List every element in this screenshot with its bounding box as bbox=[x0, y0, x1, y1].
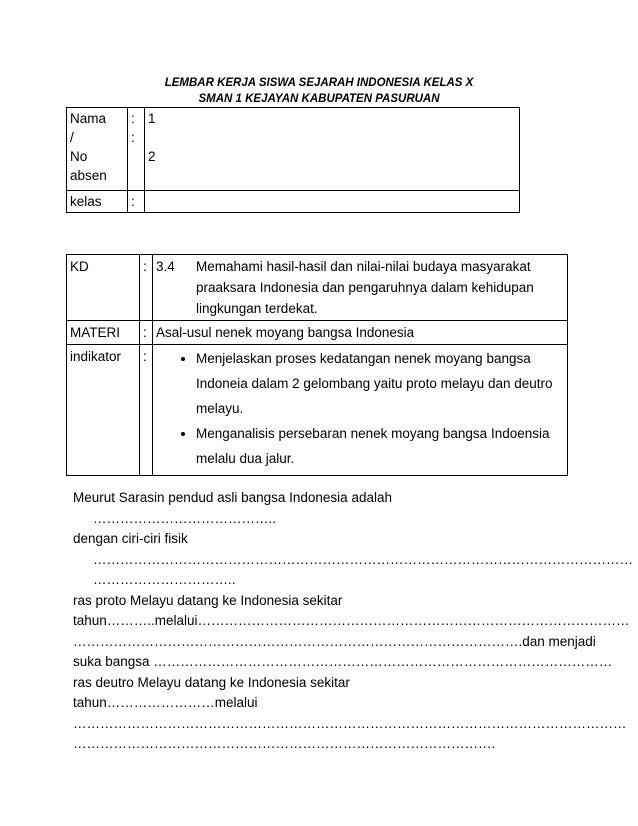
materi-row bbox=[67, 321, 568, 345]
worksheet-title: LEMBAR KERJA SISWA SEJARAH INDONESIA KELAS X bbox=[164, 77, 474, 89]
kd-colon: : bbox=[140, 255, 153, 321]
name-value-cell[interactable] bbox=[145, 108, 520, 191]
class-value-cell[interactable] bbox=[145, 191, 520, 213]
indikator-row bbox=[67, 345, 568, 476]
kd-row bbox=[67, 255, 568, 321]
answer-blank[interactable]: ………………………………….. bbox=[93, 510, 277, 526]
answer-blank[interactable]: …………………………………………………………………………………………………………… bbox=[73, 715, 627, 731]
indikator-colon: : bbox=[140, 345, 153, 476]
question-line[interactable]: tahun……………………melalui bbox=[73, 695, 258, 710]
kd-number: 3.4 bbox=[156, 259, 175, 274]
name-colon-cell bbox=[128, 108, 145, 191]
name-label-1: Nama bbox=[70, 111, 107, 126]
question-line: dengan ciri-ciri fisik bbox=[73, 531, 188, 546]
indikator-content bbox=[153, 345, 568, 476]
kd-text: Memahami hasil-hasil dan nilai-nilai budaya masyarakat praaksara Indonesia dan pengaruhnya dalam kehidupan lingkungan terdekat. bbox=[196, 259, 534, 316]
identity-row bbox=[67, 108, 520, 191]
materi-label: MATERI bbox=[67, 321, 140, 345]
question-line[interactable]: ……………………………………………………………………………………….dan menjadi bbox=[73, 633, 596, 649]
name-value-2: 2 bbox=[148, 149, 156, 164]
answer-blank[interactable]: ………………………………………………………………………………………………………… bbox=[93, 551, 633, 567]
materi-colon: : bbox=[140, 321, 153, 345]
question-line[interactable]: suka bangsa ………………………………………………………………………………………… bbox=[73, 654, 613, 669]
school-name: SMAN 1 KEJAYAN KABUPATEN PASURUAN bbox=[198, 93, 440, 105]
indikator-label: indikator bbox=[67, 345, 140, 476]
question-line: ras proto Melayu datang ke Indonesia sekitar bbox=[73, 592, 343, 608]
info-table bbox=[66, 254, 568, 476]
answer-blank[interactable]: …………………………………………………………………………………. bbox=[73, 736, 496, 751]
worksheet-questions bbox=[73, 488, 633, 755]
question-line: Meurut Sarasin pendud asli bangsa Indonesia adalah bbox=[73, 490, 392, 505]
name-label-4: absen bbox=[70, 168, 107, 183]
class-label: kelas bbox=[67, 191, 128, 213]
question-line: ras deutro Melayu datang ke Indonesia sekitar bbox=[73, 674, 350, 690]
class-colon: : bbox=[128, 191, 145, 213]
colon-2: : bbox=[131, 130, 135, 145]
name-label-3: No bbox=[70, 149, 88, 164]
question-line[interactable]: tahun………..melalui…………………………………………………………………………………… bbox=[73, 613, 630, 628]
indikator-item: • Menjelaskan proses kedatangan nenek moyang bangsa Indoneia dalam 2 gelombang yaitu proto melayu dan deutro melayu. bbox=[196, 346, 564, 421]
colon-1: : bbox=[131, 111, 135, 126]
class-row bbox=[67, 191, 520, 213]
indikator-list bbox=[156, 346, 564, 471]
name-value-1: 1 bbox=[148, 111, 156, 126]
answer-blank[interactable]: ………………………….. bbox=[93, 572, 236, 587]
kd-label: KD bbox=[67, 255, 140, 321]
name-label-cell bbox=[67, 108, 128, 191]
indikator-item: • Menganalisis persebaran nenek moyang bangsa Indoensia melalu dua jalur. bbox=[196, 421, 564, 471]
identity-table bbox=[66, 107, 520, 213]
name-label-2: / bbox=[70, 130, 74, 145]
materi-text: Asal-usul nenek moyang bangsa Indonesia bbox=[153, 321, 568, 345]
kd-content bbox=[153, 255, 568, 321]
